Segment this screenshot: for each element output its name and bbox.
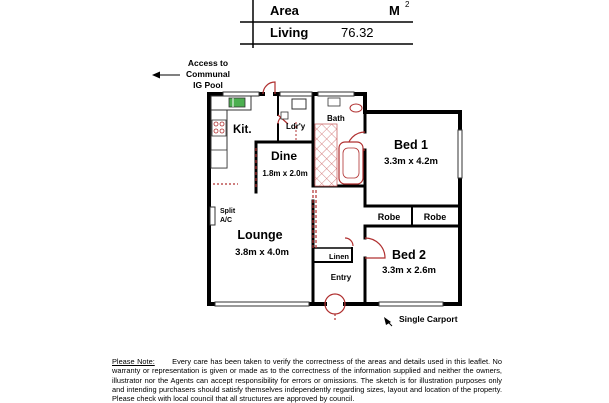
area-header-label: Area [270,3,299,18]
note-heading: Please Note: [112,357,155,366]
entry-label: Entry [330,273,352,282]
living-area-value: 76.32 [341,25,374,40]
split-ac-unit-icon [210,207,215,225]
dine-name: Dine [270,149,298,163]
basin-icon [328,98,340,106]
living-label: Living [270,25,309,40]
linen-label: Linen [329,252,349,261]
sink-icon [229,98,245,107]
area-table [240,0,413,48]
toilet-icon [350,104,362,112]
robe-right-label: Robe [423,212,447,222]
robe-left-label: Robe [377,212,401,222]
bed2-size: 3.3m x 2.6m [382,265,436,276]
doors [213,82,385,320]
kitchen-label: Kit. [233,124,252,136]
bed1-name: Bed 1 [393,138,429,152]
area-unit-superscript: 2 [405,0,410,9]
bed1-size: 3.3m x 4.2m [384,156,438,167]
shower-tiles [315,124,337,186]
fridge-icon [211,150,227,168]
laundry-tub-icon [292,99,306,109]
cooktop-icon [212,120,226,136]
pool-access-annotation [152,58,230,90]
area-unit: M [389,3,400,18]
pool-access-line1: Access to [187,58,229,68]
split-ac-line2: A/C [220,217,233,224]
bed2-name: Bed 2 [391,248,427,262]
split-ac-line1: Split [220,208,236,215]
disclaimer-note [112,357,502,403]
bath-label: Bath [327,114,345,123]
lounge-name: Lounge [237,228,283,242]
pool-access-line3: IG Pool [193,80,223,90]
laundry-label: Ldr'y [286,122,306,131]
pool-access-line2: Communal [186,69,230,79]
carport-label: Single Carport [399,314,458,324]
arrow-left-icon [152,72,160,79]
dine-size: 1.8m x 2.0m [262,169,308,178]
note-body: Every care has been taken to verify the correctness of the areas and details used in this leaflet. No warranty or representation is given or made as to the correctness of the information supplied and neither the owners, illustrator nor the Agents can accept responsibility for errors or omissions. The sketch is for illustration purposes only and intending purchasers should satisfy themselves independently regarding sizes, layout and location of the property. Please check with local council that all structures are approved by council. [112,357,502,403]
lounge-size: 3.8m x 4.0m [235,247,289,258]
carport-annotation [384,314,458,326]
